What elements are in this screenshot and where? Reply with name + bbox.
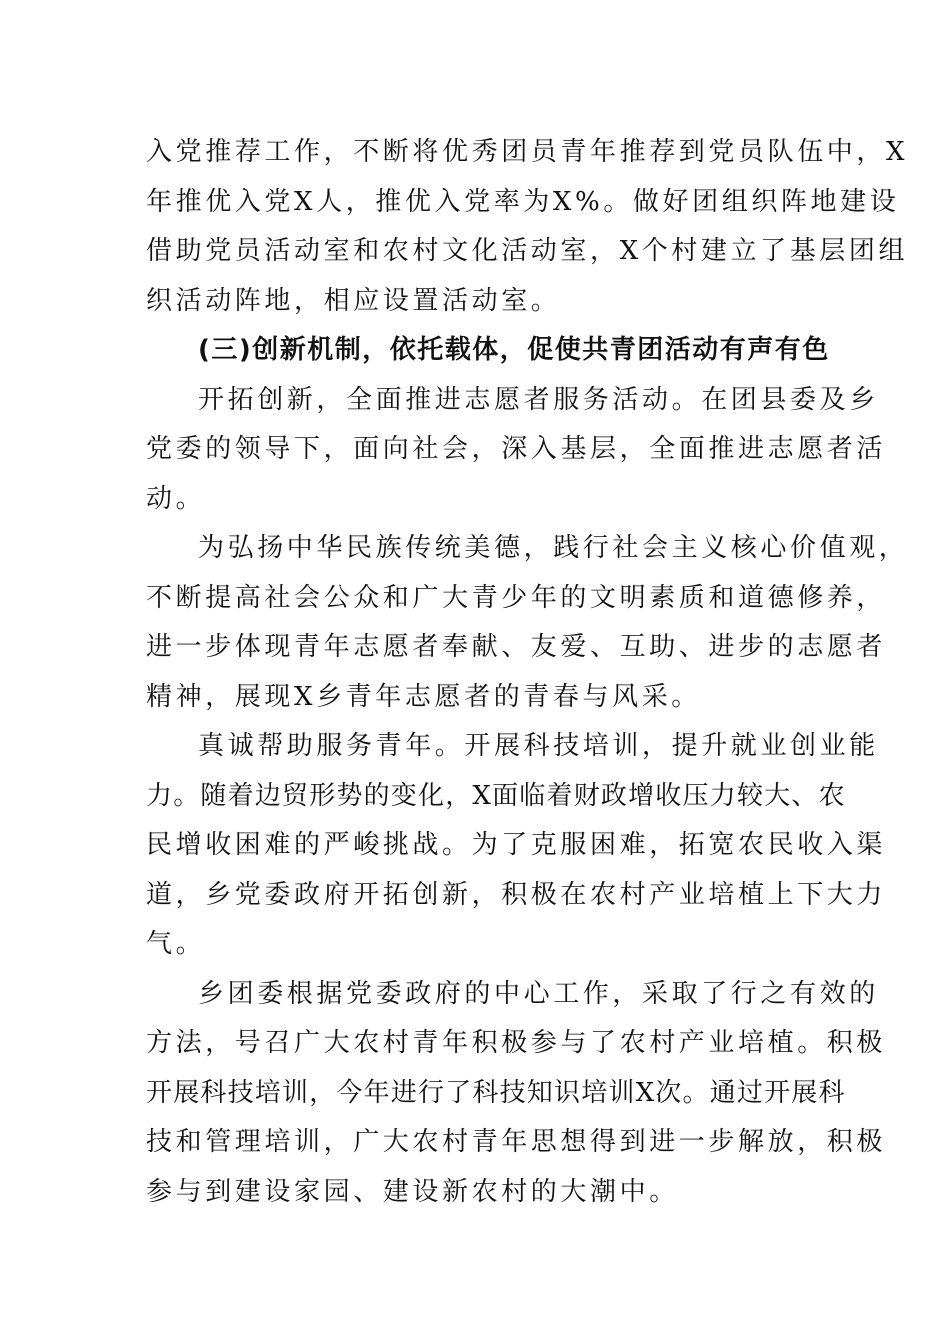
body-line: 参与到建设家园、建设新农村的大潮中。 — [146, 1176, 679, 1207]
body-line: 不断提高社会公众和广大青少年的文明素质和道德修养， — [146, 582, 887, 613]
paragraph-first-line: 真诚帮助服务青年。开展科技培训，提升就业创业能 — [198, 731, 879, 761]
body-line: 民增收困难的严峻挑战。为了克服困难，拓宽农民收入渠 — [146, 830, 887, 860]
section-heading: (三)创新机制，依托载体，促使共青团活动有声有色 — [198, 335, 830, 365]
body-line: 织活动阵地，相应设置活动室。 — [146, 285, 561, 316]
body-line: 党委的领导下，面向社会，深入基层，全面推进志愿者活 — [146, 434, 887, 464]
document-body — [146, 128, 909, 1217]
body-line: 入党推荐工作，不断将优秀团员青年推荐到党员队伍中，X — [146, 137, 909, 167]
body-line: 精神，展现X乡青年志愿者的青春与风采。 — [146, 681, 701, 712]
paragraph-first-line: 乡团委根据党委政府的中心工作，采取了行之有效的 — [198, 978, 879, 1009]
paragraph-first-line: 开拓创新，全面推进志愿者服务活动。在团县委及乡 — [198, 384, 879, 415]
paragraph-first-line: 为弘扬中华民族传统美德，践行社会主义核心价值观， — [198, 533, 909, 563]
body-line: 借助党员活动室和农村文化活动室，X个村建立了基层团组 — [146, 236, 909, 266]
body-line: 气。 — [146, 929, 206, 959]
body-line: 道，乡党委政府开拓创新，积极在农村产业培植上下大力 — [146, 879, 887, 910]
body-line: 力。随着边贸形势的变化，X面临着财政增收压力较大、农 — [146, 780, 846, 811]
body-line: 进一步体现青年志愿者奉献、友爱、互助、进步的志愿者 — [146, 632, 887, 662]
body-line: 动。 — [146, 483, 206, 514]
body-line: 技和管理培训，广大农村青年思想得到进一步解放，积极 — [146, 1127, 887, 1157]
body-line: 年推优入党X人，推优入党率为X%。做好团组织阵地建设 — [146, 186, 900, 217]
body-line: 开展科技培训，今年进行了科技知识培训X次。通过开展科 — [146, 1077, 846, 1108]
body-line: 方法，号召广大农村青年积极参与了农村产业培植。积极 — [146, 1028, 887, 1058]
